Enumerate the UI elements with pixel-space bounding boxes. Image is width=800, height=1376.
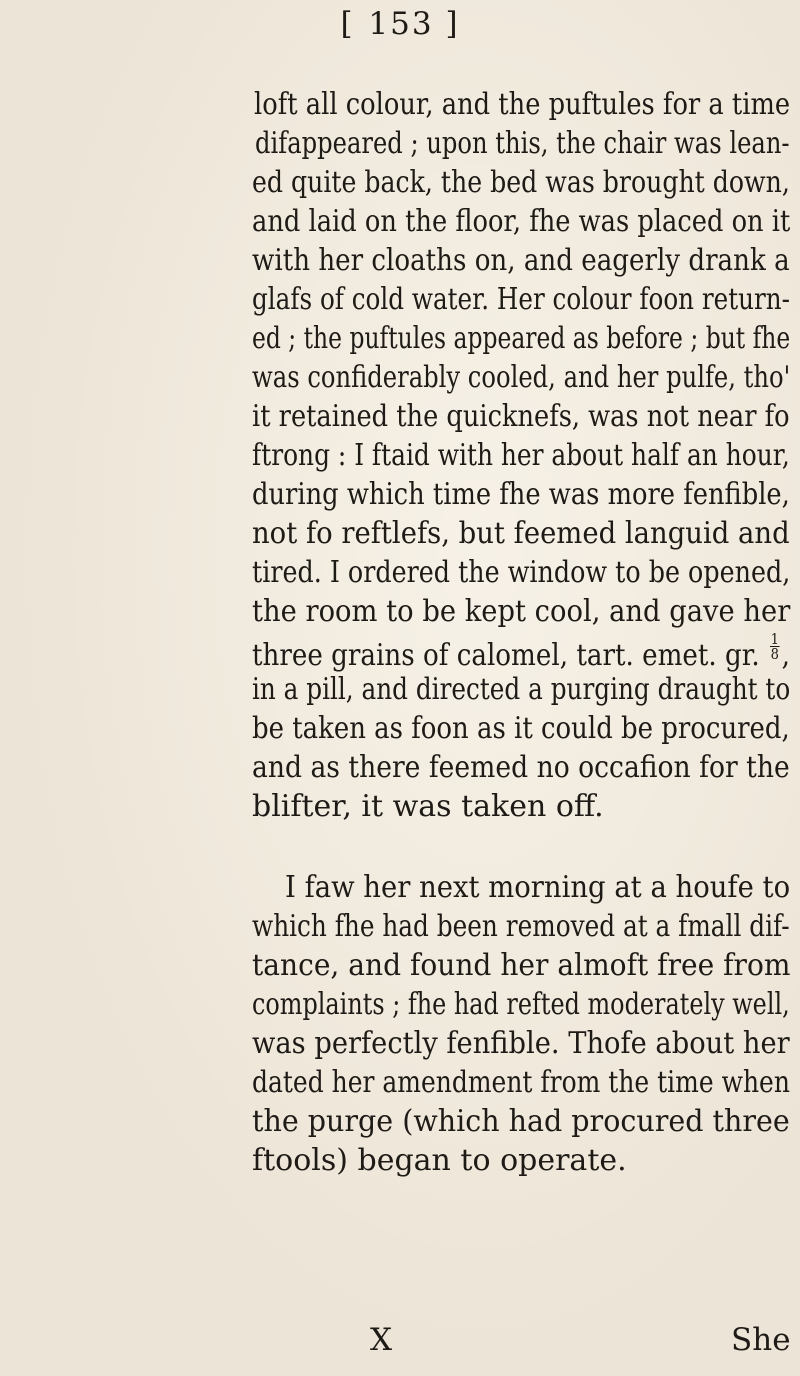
text-line: glafs of cold water. Her colour foon return- bbox=[252, 282, 791, 317]
text-line: not fo reftlefs, but feemed languid and bbox=[252, 516, 790, 551]
text-line: complaints ; fhe had refted moderately well, bbox=[252, 987, 790, 1022]
text-line: with her cloaths on, and eagerly drank a bbox=[252, 243, 790, 278]
text-line: tired. I ordered the window to be opened, bbox=[252, 555, 791, 590]
text-line: the room to be kept cool, and gave her bbox=[252, 594, 791, 629]
text-line: the purge (which had procured three bbox=[252, 1104, 790, 1139]
text-line: I faw her next morning at a houfe to bbox=[285, 870, 791, 905]
fraction-numerator: 1 bbox=[770, 630, 779, 648]
text-line: ftrong : I ftaid with her about half an hour, bbox=[252, 438, 790, 473]
text-line: ed ; the puftules appeared as before ; but fhe bbox=[252, 321, 791, 356]
text-line: it retained the quicknefs, was not near fo bbox=[252, 399, 790, 434]
close-bracket: ] bbox=[445, 6, 460, 42]
text-line: be taken as foon as it could be procured, bbox=[252, 711, 790, 746]
text-line: ftools) began to operate. bbox=[252, 1143, 627, 1178]
dose-tail: , bbox=[781, 638, 790, 673]
fraction bbox=[770, 632, 780, 661]
page-header bbox=[0, 6, 800, 42]
text-line: which fhe had been removed at a fmall dif- bbox=[252, 909, 790, 944]
page-number: 153 bbox=[368, 6, 434, 42]
signature-mark: X bbox=[370, 1322, 393, 1358]
dose-text: three grains of calomel, tart. emet. gr. bbox=[252, 638, 760, 673]
text-line: in a pill, and directed a purging draught to bbox=[252, 672, 791, 707]
text-line: ed quite back, the bed was brought down, bbox=[252, 165, 790, 200]
fraction-denominator: 8 bbox=[770, 645, 779, 663]
text-line: and laid on the floor, fhe was placed on it bbox=[252, 204, 791, 239]
open-bracket: [ bbox=[340, 6, 355, 42]
text-line: dated her amendment from the time when bbox=[252, 1065, 790, 1100]
catchword: She bbox=[731, 1322, 791, 1358]
text-line: was confiderably cooled, and her pulfe, tho' bbox=[252, 360, 791, 395]
text-line: was perfectly fenfible. Thofe about her bbox=[252, 1026, 790, 1061]
text-line: and as there feemed no occafion for the bbox=[252, 750, 790, 785]
text-line: during which time fhe was more fenfible, bbox=[252, 477, 790, 512]
dose-line bbox=[252, 632, 790, 675]
text-line: blifter, it was taken off. bbox=[252, 789, 604, 824]
text-line: tance, and found her almoft free from bbox=[252, 948, 791, 983]
text-line: loft all colour, and the puftules for a time bbox=[254, 87, 791, 122]
text-line: difappeared ; upon this, the chair was lean- bbox=[255, 126, 790, 161]
